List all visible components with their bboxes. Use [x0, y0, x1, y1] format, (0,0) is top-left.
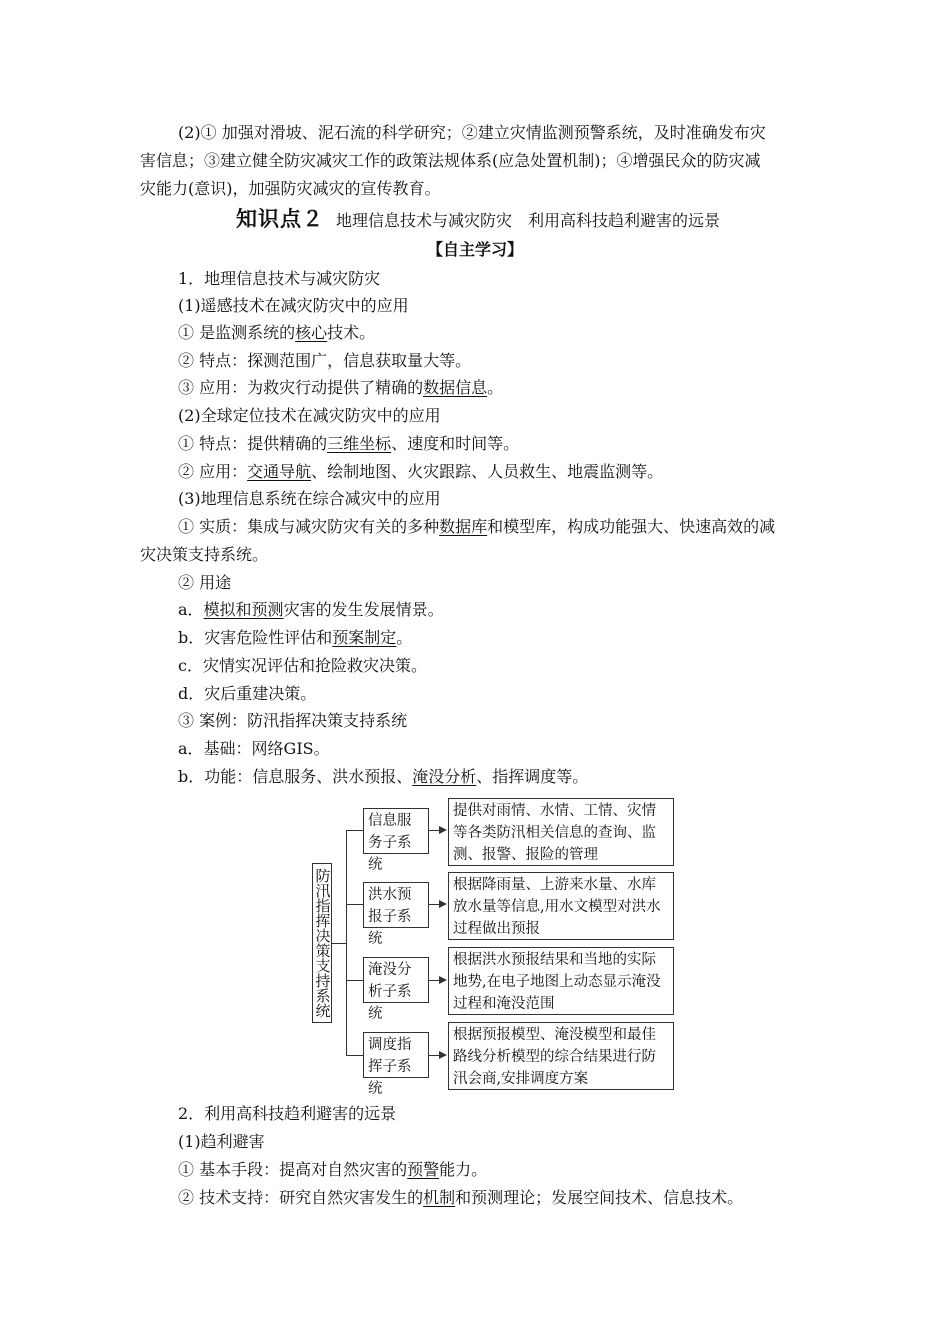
case-b: b．功能：信息服务、洪水预报、淹没分析、指挥调度等。 [178, 767, 589, 786]
blank-answer: 预案制定 [332, 628, 397, 647]
use-b: b．灾害危险性评估和预案制定。 [178, 628, 413, 647]
part2-sub1: (1)趋利避害 [178, 1132, 265, 1151]
part2-heading: 2．利用高科技趋利避害的远景 [178, 1104, 397, 1123]
node-name-box: 洪水预报子系统 [363, 882, 429, 928]
node-desc-box: 根据降雨量、上游来水量、水库放水量等信息,用水文模型对洪水过程做出预报 [448, 872, 674, 940]
arrow-head-icon [439, 900, 447, 908]
blank-answer: 数据库 [439, 517, 488, 536]
use-c: c．灾情实况评估和抢险救灾决策。 [178, 656, 427, 675]
gis-item-1-cont: 灾决策支持系统。 [140, 545, 269, 564]
connector [346, 830, 347, 1055]
connector [346, 1055, 363, 1056]
gis-item-3: ③ 案例：防汛指挥决策支持系统 [178, 711, 408, 730]
case-a: a．基础：网络GIS。 [178, 739, 330, 758]
section-title: 地理信息技术与减灾防灾 利用高科技趋利避害的远景 [336, 211, 721, 230]
node-desc-box: 根据预报模型、淹没模型和最佳路线分析模型的综合结果进行防汛会商,安排调度方案 [448, 1022, 674, 1090]
arrow-head-icon [439, 1051, 447, 1059]
node-name-box: 淹没分析子系统 [363, 957, 429, 1003]
part1-heading: 1．地理信息技术与减灾防灾 [178, 269, 381, 288]
gps-heading: (2)全球定位技术在减灾防灾中的应用 [178, 406, 441, 425]
connector [346, 904, 363, 905]
section-heading [236, 203, 720, 233]
node-desc-box: 提供对雨情、水情、工情、灾情等各类防汛相关信息的查询、监测、报警、报险的管理 [448, 798, 674, 866]
blank-answer: 淹没分析 [412, 767, 477, 786]
connector [346, 830, 363, 831]
blank-answer: 机制 [423, 1188, 456, 1207]
node-name-box: 信息服务子系统 [363, 808, 429, 854]
blank-answer: 三维坐标 [327, 434, 392, 453]
gis-item-2: ② 用途 [178, 573, 232, 592]
blank-answer: 模拟和预测 [203, 600, 284, 619]
intro-line-2: 害信息；③建立健全防灾减灾工作的政策法规体系(应急处置机制)；④增强民众的防灾减 [140, 151, 761, 170]
rs-item-3: ③ 应用：为救灾行动提供了精确的数据信息。 [178, 378, 504, 397]
arrow-head-icon [439, 826, 447, 834]
connector [332, 943, 346, 944]
intro-line-1: (2)① 加强对滑坡、泥石流的科学研究；②建立灾情监测预警系统，及时准确发布灾 [178, 123, 766, 142]
rs-item-2: ② 特点：探测范围广，信息获取量大等。 [178, 351, 472, 370]
node-desc-box: 根据洪水预报结果和当地的实际地势,在电子地图上动态显示淹没过程和淹没范围 [448, 947, 674, 1015]
gps-item-1: ① 特点：提供精确的三维坐标、速度和时间等。 [178, 434, 520, 453]
rs-item-1: ① 是监测系统的核心技术。 [178, 323, 376, 342]
gis-item-1: ① 实质：集成与减灾防灾有关的多种数据库和模型库，构成功能强大、快速高效的减 [178, 517, 776, 536]
gps-item-2: ② 应用：交通导航、绘制地图、火灾跟踪、人员救生、地震监测等。 [178, 462, 664, 481]
node-name-box: 调度指挥子系统 [363, 1032, 429, 1078]
diagram-root: 防汛指挥决策支持系统 [312, 863, 332, 1023]
use-a: a．模拟和预测灾害的发生发展情景。 [178, 600, 444, 619]
blank-answer: 数据信息 [423, 378, 488, 397]
section-label: 知识点２ [236, 207, 324, 231]
blank-answer: 交通导航 [247, 462, 312, 481]
use-d: d．灾后重建决策。 [178, 684, 317, 703]
part2-item-1: ① 基本手段：提高对自然灾害的预警能力。 [178, 1160, 488, 1179]
gis-heading: (3)地理信息系统在综合减灾中的应用 [178, 489, 441, 508]
rs-heading: (1)遥感技术在减灾防灾中的应用 [178, 296, 409, 315]
blank-answer: 核心 [295, 323, 328, 342]
intro-line-3: 灾能力(意识)，加强防灾减灾的宣传教育。 [140, 179, 441, 198]
section-subtitle: 【自主学习】 [426, 240, 523, 259]
arrow-head-icon [439, 976, 447, 984]
part2-item-2: ② 技术支持：研究自然灾害发生的机制和预测理论；发展空间技术、信息技术。 [178, 1188, 744, 1207]
connector [346, 980, 363, 981]
blank-answer: 预警 [407, 1160, 440, 1179]
